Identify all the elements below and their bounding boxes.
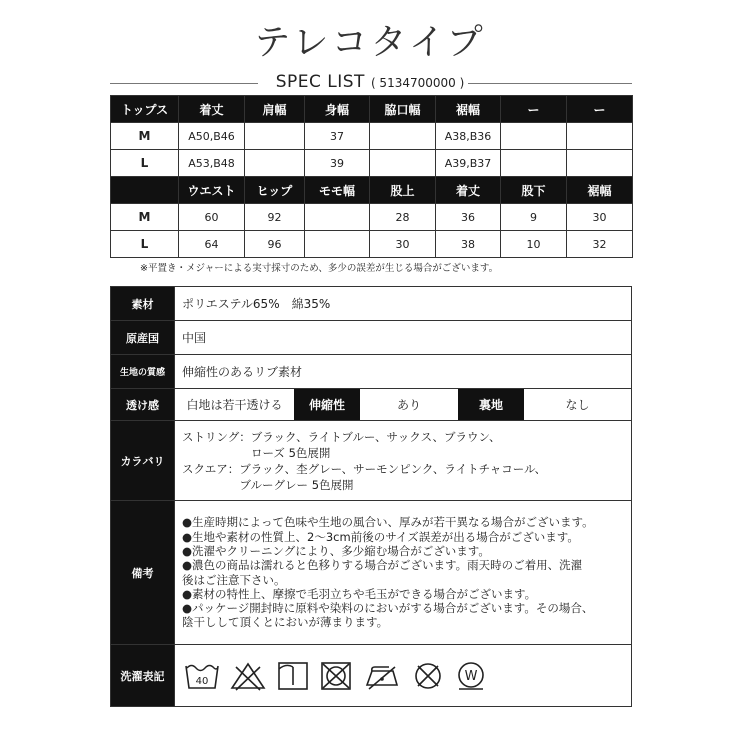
- table-cell: 30: [567, 204, 633, 231]
- tops-header-cell: ー: [501, 96, 567, 123]
- detail-table: [110, 286, 632, 707]
- table-cell: 92: [245, 204, 305, 231]
- origin-value: 中国: [175, 321, 632, 355]
- color-line: ローズ 5色展開: [182, 445, 331, 460]
- stretch-value: あり: [396, 398, 421, 412]
- material-row: [111, 287, 632, 321]
- colors-value: [175, 421, 632, 501]
- iron-low-icon: [363, 661, 401, 691]
- table-cell: 10: [501, 231, 567, 258]
- material-value: ポリエステル65% 綿35%: [175, 287, 632, 321]
- size-label: L: [111, 231, 179, 258]
- table-cell: [501, 123, 567, 150]
- table-row: [111, 231, 633, 258]
- wet-clean-letter: W: [464, 668, 478, 684]
- table-cell: [567, 123, 633, 150]
- care-label: 洗濯表記: [111, 645, 175, 707]
- bottoms-header-cell: 着丈: [436, 177, 501, 204]
- bottoms-header-cell: モモ幅: [305, 177, 370, 204]
- table-cell: A50,B46: [179, 123, 245, 150]
- table-cell: 9: [501, 204, 567, 231]
- table-cell: A39,B37: [436, 150, 501, 177]
- table-cell: [567, 150, 633, 177]
- origin-label: 原産国: [111, 321, 175, 355]
- table-cell: 39: [305, 150, 370, 177]
- remark-line: ●生地や素材の性質上、2～3cm前後のサイズ誤差が出る場合がございます。: [182, 529, 579, 544]
- bottoms-header-cell: 股下: [501, 177, 567, 204]
- sheer-row: [111, 389, 632, 421]
- size-label: M: [111, 123, 179, 150]
- no-tumble-dry-icon: [320, 661, 352, 691]
- texture-label: 生地の質感: [111, 355, 175, 389]
- care-icons-cell: [175, 645, 632, 707]
- tops-header-cell: 肩幅: [245, 96, 305, 123]
- wet-clean-icon: [455, 661, 487, 691]
- tops-header-cell: 裾幅: [436, 96, 501, 123]
- origin-row: [111, 321, 632, 355]
- remark-line: ●素材の特性上、摩擦で毛羽立ちや毛玉ができる場合がございます。: [182, 586, 537, 601]
- table-cell: [305, 231, 370, 258]
- table-cell: A53,B48: [179, 150, 245, 177]
- sheer-value: 白地は若干透ける: [186, 398, 283, 412]
- tops-header-cell: 身幅: [305, 96, 370, 123]
- table-cell: [501, 150, 567, 177]
- table-cell: 36: [436, 204, 501, 231]
- sheer-stretch-lining-group: [175, 389, 631, 420]
- stretch-label: 伸縮性: [294, 389, 360, 420]
- spec-heading: [0, 72, 740, 92]
- tops-header-cell: トップス: [111, 96, 179, 123]
- bottoms-header-cell: 股上: [370, 177, 436, 204]
- tops-header-cell: 脇口幅: [370, 96, 436, 123]
- table-cell: [305, 204, 370, 231]
- sheer-split: [175, 389, 632, 421]
- table-row: [111, 123, 633, 150]
- size-table: [110, 95, 633, 258]
- table-cell: 38: [436, 231, 501, 258]
- measurement-note: ※平置き・メジャーによる実寸採寸のため、多少の誤差が生じる場合がございます。: [140, 263, 499, 274]
- remark-line: ●洗濯やクリーニングにより、多少縮む場合がございます。: [182, 543, 490, 558]
- texture-value: 伸縮性のあるリブ素材: [175, 355, 632, 389]
- table-cell: 64: [179, 231, 245, 258]
- colors-label: カラバリ: [111, 421, 175, 501]
- table-cell: A38,B36: [436, 123, 501, 150]
- size-label: M: [111, 204, 179, 231]
- remark-line: ●生産時期によって色味や生地の風合い、厚みが若干異なる場合がございます。: [182, 515, 594, 530]
- table-cell: 32: [567, 231, 633, 258]
- table-cell: 96: [245, 231, 305, 258]
- bottoms-header-cell: ウエスト: [179, 177, 245, 204]
- color-line: スクエア：ブラック、杢グレー、サーモンピンク、ライトチャコール、: [182, 461, 547, 476]
- tops-header-row: [111, 96, 633, 123]
- page-title: テレコタイプ: [254, 22, 486, 63]
- table-cell: [245, 123, 305, 150]
- sheer-label: 透け感: [111, 389, 175, 421]
- size-label: L: [111, 150, 179, 177]
- table-cell: [370, 150, 436, 177]
- remark-line: 後はご注意下さい。: [182, 572, 286, 587]
- no-dry-clean-icon: [412, 661, 444, 691]
- wash-temp: 40: [195, 675, 209, 687]
- table-cell: [245, 150, 305, 177]
- tops-header-cell: ー: [567, 96, 633, 123]
- care-row: [111, 645, 632, 707]
- table-cell: 28: [370, 204, 436, 231]
- table-row: [111, 204, 633, 231]
- colors-row: [111, 421, 632, 501]
- no-bleach-icon: [230, 661, 266, 691]
- bottoms-header-cell: [111, 177, 179, 204]
- table-cell: [370, 123, 436, 150]
- bottoms-header-row: [111, 177, 633, 204]
- remarks-label: 備考: [111, 501, 175, 645]
- remarks-row: [111, 501, 632, 645]
- remark-line: ●パッケージ開封時に原料や染料のにおいがする場合がございます。その場合、: [182, 601, 594, 616]
- lining-value: なし: [565, 398, 590, 412]
- remark-line: ●濃色の商品は濡れると色移りする場合がございます。雨天時のご着用、洗濯: [182, 558, 583, 573]
- spec-list-label: SPEC LIST: [275, 72, 365, 92]
- table-cell: 60: [179, 204, 245, 231]
- bottoms-header-cell: 裾幅: [567, 177, 633, 204]
- table-cell: 37: [305, 123, 370, 150]
- bottoms-header-cell: ヒップ: [245, 177, 305, 204]
- line-dry-icon: [277, 661, 309, 691]
- table-row: [111, 150, 633, 177]
- lining-label: 裏地: [458, 389, 524, 420]
- remarks-value: [175, 501, 632, 645]
- spec-code: ( 5134700000 ): [370, 76, 465, 90]
- color-line: ストリング：ブラック、ライトブルー、サックス、ブラウン、: [182, 429, 501, 444]
- wash-40-icon: [185, 661, 219, 691]
- texture-row: [111, 355, 632, 389]
- material-label: 素材: [111, 287, 175, 321]
- table-cell: 30: [370, 231, 436, 258]
- remark-line: 陰干しして頂くとにおいが薄まります。: [182, 615, 389, 630]
- tops-header-cell: 着丈: [179, 96, 245, 123]
- color-line: ブルーグレー 5色展開: [182, 477, 354, 492]
